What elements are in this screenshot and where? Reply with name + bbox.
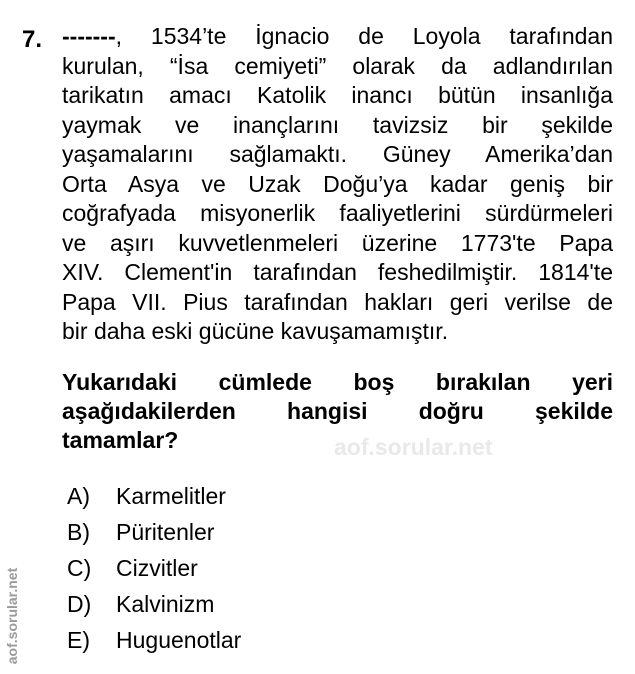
option-text: Kalvinizm (116, 590, 215, 617)
prompt-line: tamamlar? (62, 427, 179, 453)
stem-line: XIV. Clement'in tarafından feshedilmiştir. 1814'te (62, 259, 613, 285)
stem-line: -------, 1534’te İgnacio de Loyola tarafından (62, 23, 613, 49)
stem-line: yaymak ve inançlarını tavizsiz bir şekilde (62, 111, 613, 138)
option-letter: B) (67, 518, 90, 545)
prompt-line: aşağıdakilerden hangisi doğru şekilde (62, 398, 613, 424)
answer-options (67, 478, 241, 658)
option-text: Cizvitler (116, 554, 198, 581)
watermark-side (3, 566, 21, 666)
stem-line: coğrafyada misyonerlik faaliyetlerini sürdürmeleri (62, 200, 613, 226)
question-number: 7. (22, 26, 43, 53)
stem-line: Papa VII. Pius tarafından hakları geri verilse de (62, 288, 613, 315)
option-letter: E) (67, 626, 90, 653)
stem-line: tarikatın amacı Katolik inancı bütün insanlığa (62, 82, 613, 108)
stem-line: kurulan, “İsa cemiyeti” olarak da adlandırılan (62, 52, 613, 79)
option-b[interactable] (67, 514, 241, 550)
option-letter: A) (67, 482, 90, 509)
stem-line: Orta Asya ve Uzak Doğu’ya kadar geniş bir (62, 170, 613, 197)
watermark-center: aof.sorular.net (334, 434, 493, 460)
option-text: Huguenotlar (116, 626, 242, 653)
option-text: Püritenler (116, 518, 215, 545)
stem-line: ve aşırı kuvvetlenmeleri üzerine 1773'te Papa (62, 229, 613, 256)
watermark-side-text: aof.sorular.net (4, 567, 20, 665)
question-stem (62, 22, 613, 347)
stem-line: yaşamalarını sağlamaktı. Güney Amerika’dan (62, 141, 613, 167)
option-d[interactable] (67, 586, 241, 622)
prompt-line: Yukarıdaki cümlede boş bırakılan yeri (62, 369, 613, 395)
option-letter: C) (67, 554, 92, 581)
option-e[interactable] (67, 622, 241, 658)
blank-placeholder: ------- (62, 23, 116, 49)
option-text: Karmelitler (116, 482, 226, 509)
stem-line: bir daha eski gücüne kavuşamamıştır. (62, 318, 449, 344)
option-c[interactable] (67, 550, 241, 586)
option-a[interactable] (67, 478, 241, 514)
option-letter: D) (67, 590, 92, 617)
